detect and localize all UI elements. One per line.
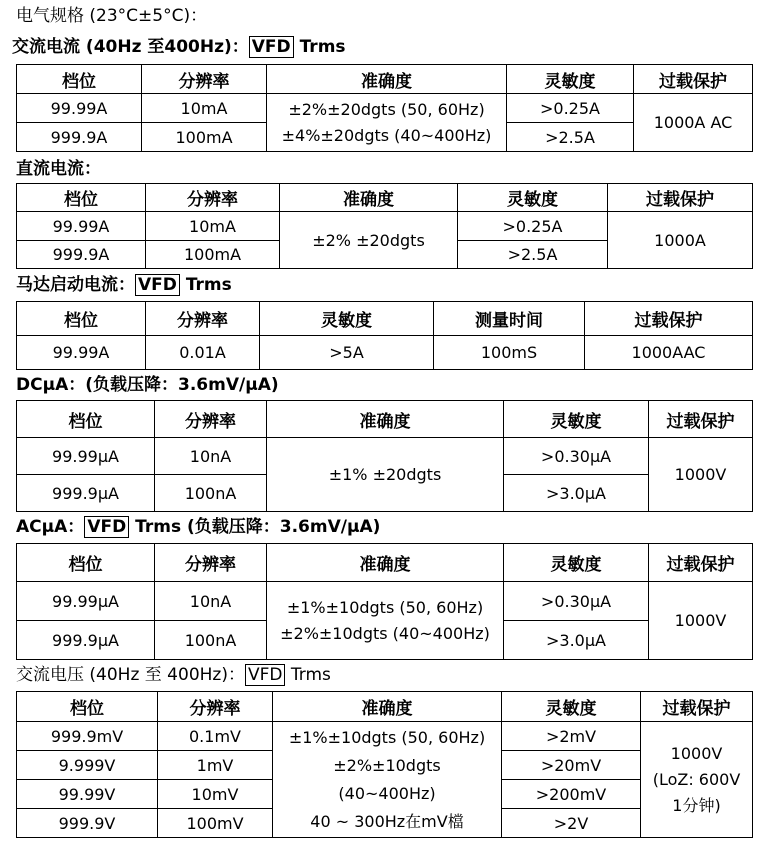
inrush-title-text: 马达启动电流： <box>16 275 135 295</box>
overload-line: (LoZ: 600V <box>652 769 741 789</box>
header-resolution: 分辨率 <box>146 184 280 212</box>
cell-overload <box>641 722 753 838</box>
accuracy-line: ±2%±20dgts (50, 60Hz) <box>288 99 485 119</box>
table-row <box>17 336 753 370</box>
header-resolution: 分辨率 <box>155 544 267 582</box>
header-range: 档位 <box>17 65 142 94</box>
cell-accuracy <box>273 722 502 838</box>
header-overload: 过载保护 <box>649 401 753 438</box>
inrush-current-table <box>16 301 753 370</box>
header-measure-time: 测量时间 <box>434 302 585 336</box>
table-header-row <box>17 302 753 336</box>
header-accuracy: 准确度 <box>267 401 504 438</box>
cell-range: 999.9μA <box>17 621 155 660</box>
cell-sensitivity: >2.5A <box>458 241 608 269</box>
cell-range: 99.99μA <box>17 582 155 621</box>
header-overload: 过载保护 <box>634 65 753 94</box>
ac-ua-table <box>16 543 753 660</box>
accuracy-line: 40 ~ 300Hz在mV檔 <box>310 811 464 831</box>
cell-sensitivity: >20mV <box>502 751 641 780</box>
cell-range: 99.99A <box>17 94 142 123</box>
cell-overload: 1000A <box>608 212 753 269</box>
header-accuracy: 准确度 <box>273 692 502 722</box>
dc-current-table <box>16 183 753 269</box>
accuracy-line: ±1%±10dgts (50, 60Hz) <box>286 597 484 617</box>
cell-range: 999.9A <box>17 241 146 269</box>
ac-voltage-table <box>16 691 753 838</box>
cell-range: 9.999V <box>17 751 158 780</box>
inrush-current-title <box>16 274 232 296</box>
table-header-row <box>17 692 753 722</box>
cell-resolution: 100nA <box>155 475 267 512</box>
cell-sensitivity: >3.0μA <box>504 475 649 512</box>
cell-range: 99.99A <box>17 336 146 370</box>
cell-resolution: 0.01A <box>146 336 260 370</box>
dc-ua-table <box>16 400 753 512</box>
header-resolution: 分辨率 <box>146 302 260 336</box>
cell-overload: 1000V <box>649 438 753 512</box>
header-range: 档位 <box>17 302 146 336</box>
table-header-row <box>17 544 753 582</box>
cell-resolution: 100mA <box>146 241 280 269</box>
cell-resolution: 10nA <box>155 438 267 475</box>
trms-label: Trms <box>185 275 232 295</box>
ac-ua-title <box>16 516 380 538</box>
cell-resolution: 10mA <box>142 94 267 123</box>
header-sensitivity: 灵敏度 <box>260 302 434 336</box>
cell-resolution: 100mA <box>142 123 267 152</box>
cell-sensitivity: >0.30μA <box>504 582 649 621</box>
cell-resolution: 100nA <box>155 621 267 660</box>
header-overload: 过载保护 <box>608 184 753 212</box>
cell-overload: 1000AAC <box>585 336 753 370</box>
overload-line: 1分钟) <box>672 795 721 815</box>
header-overload: 过载保护 <box>641 692 753 722</box>
header-range: 档位 <box>17 544 155 582</box>
dc-ua-title: DCμA：(负载压降：3.6mV/μA) <box>16 375 279 395</box>
cell-measure-time: 100mS <box>434 336 585 370</box>
cell-accuracy <box>267 582 504 660</box>
header-resolution: 分辨率 <box>158 692 273 722</box>
header-overload: 过载保护 <box>649 544 753 582</box>
cell-range: 999.9mV <box>17 722 158 751</box>
cell-resolution: 10mA <box>146 212 280 241</box>
cell-sensitivity: >0.25A <box>507 94 634 123</box>
cell-resolution: 1mV <box>158 751 273 780</box>
accuracy-line: (40~400Hz) <box>338 783 436 803</box>
cell-range: 999.9μA <box>17 475 155 512</box>
header-accuracy: 准确度 <box>267 65 507 94</box>
dc-current-title: 直流电流： <box>16 159 101 179</box>
cell-sensitivity: >2.5A <box>507 123 634 152</box>
cell-range: 99.99μA <box>17 438 155 475</box>
vfd-label: VFD <box>245 664 286 686</box>
vfd-label: VFD <box>249 36 294 58</box>
cell-range: 99.99A <box>17 212 146 241</box>
header-sensitivity: 灵敏度 <box>502 692 641 722</box>
header-range: 档位 <box>17 184 146 212</box>
ac-voltage-title <box>16 664 331 686</box>
header-overload: 过载保护 <box>585 302 753 336</box>
accuracy-line: ±4%±20dgts (40~400Hz) <box>281 125 492 145</box>
table-row <box>17 438 753 475</box>
table-row <box>17 212 753 241</box>
cell-resolution: 10mV <box>158 780 273 809</box>
ac-voltage-title-text: 交流电压 (40Hz 至 400Hz)： <box>16 665 245 685</box>
table-header-row <box>17 184 753 212</box>
cell-sensitivity: >0.25A <box>458 212 608 241</box>
ac-ua-title-prefix: ACμA： <box>16 517 85 537</box>
header-range: 档位 <box>17 692 158 722</box>
cell-overload: 1000A AC <box>634 94 753 152</box>
cell-sensitivity: >2V <box>502 809 641 838</box>
vfd-label: VFD <box>135 274 180 296</box>
accuracy-line: ±2%±10dgts <box>333 755 441 775</box>
ac-current-title-text: 交流电流 (40Hz 至400Hz)： <box>12 37 249 57</box>
header-accuracy: 准确度 <box>280 184 458 212</box>
table-row <box>17 582 753 621</box>
cell-range: 99.99V <box>17 780 158 809</box>
cell-sensitivity: >2mV <box>502 722 641 751</box>
header-resolution: 分辨率 <box>155 401 267 438</box>
cell-range: 999.9A <box>17 123 142 152</box>
cell-sensitivity: >0.30μA <box>504 438 649 475</box>
cell-resolution: 0.1mV <box>158 722 273 751</box>
header-accuracy: 准确度 <box>267 544 504 582</box>
accuracy-line: ±2%±10dgts (40~400Hz) <box>280 623 490 643</box>
cell-accuracy <box>267 94 507 152</box>
table-header-row <box>17 65 753 94</box>
cell-accuracy: ±2% ±20dgts <box>280 212 458 269</box>
cell-sensitivity: >3.0μA <box>504 621 649 660</box>
header-sensitivity: 灵敏度 <box>507 65 634 94</box>
cell-sensitivity: >200mV <box>502 780 641 809</box>
overload-line: 1000V <box>670 743 723 763</box>
vfd-label: VFD <box>84 516 129 538</box>
header-sensitivity: 灵敏度 <box>504 401 649 438</box>
cell-sensitivity: >5A <box>260 336 434 370</box>
table-header-row <box>17 401 753 438</box>
ac-current-table <box>16 64 753 152</box>
cell-resolution: 10nA <box>155 582 267 621</box>
trms-label: Trms <box>299 37 346 57</box>
table-row <box>17 722 753 751</box>
table-row <box>17 94 753 123</box>
trms-label: Trms <box>290 665 331 685</box>
ac-current-title <box>12 36 346 58</box>
cell-overload: 1000V <box>649 582 753 660</box>
cell-resolution: 100mV <box>158 809 273 838</box>
cell-accuracy: ±1% ±20dgts <box>267 438 504 512</box>
cell-range: 999.9V <box>17 809 158 838</box>
spec-intro: 电气规格 (23°C±5°C)： <box>16 6 208 26</box>
ac-ua-title-suffix: Trms (负载压降：3.6mV/μA) <box>135 517 381 537</box>
header-range: 档位 <box>17 401 155 438</box>
header-sensitivity: 灵敏度 <box>458 184 608 212</box>
header-resolution: 分辨率 <box>142 65 267 94</box>
header-sensitivity: 灵敏度 <box>504 544 649 582</box>
accuracy-line: ±1%±10dgts (50, 60Hz) <box>288 727 486 747</box>
